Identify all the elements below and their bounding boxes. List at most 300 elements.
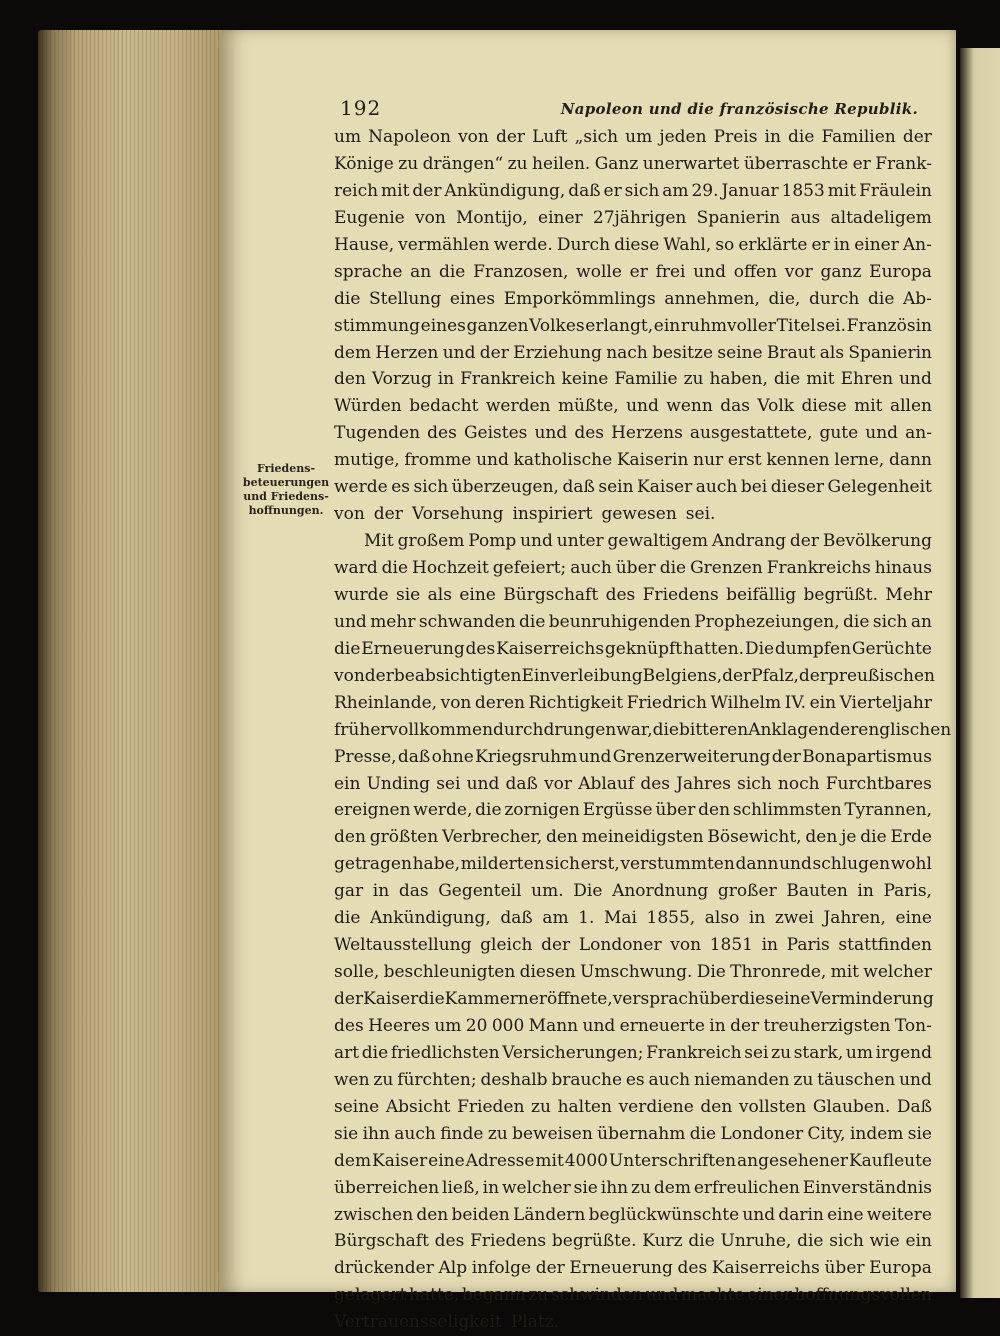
word: auch	[695, 477, 738, 498]
word: Franzosen,	[473, 261, 569, 282]
word: die	[334, 638, 361, 659]
word: Bürgschaft	[334, 1231, 429, 1252]
word: preußischen	[827, 665, 935, 686]
text-line	[334, 232, 932, 259]
facing-page-edge	[960, 48, 1000, 1298]
word: gewesen	[601, 504, 677, 525]
word: Volk	[757, 396, 795, 417]
word: unter	[556, 531, 604, 552]
word: diesen	[519, 962, 576, 983]
word: und	[645, 1285, 679, 1306]
word: den	[334, 827, 366, 848]
text-line	[334, 1121, 932, 1148]
text-line	[334, 1148, 932, 1175]
word: seine	[717, 342, 763, 363]
word: Andrang	[711, 531, 787, 552]
word: fromme	[404, 450, 472, 471]
word: den	[545, 827, 578, 848]
word: der	[373, 504, 403, 525]
word: Familien	[821, 127, 896, 147]
word: je	[841, 827, 857, 848]
word: versprach	[612, 989, 699, 1009]
word: einer	[747, 1285, 792, 1306]
text-line	[334, 205, 932, 232]
word: Vorzug	[371, 369, 432, 390]
word: werden	[485, 396, 551, 417]
word: beweisen	[512, 1123, 593, 1144]
word: müßte,	[557, 396, 619, 417]
word: vollkommen	[388, 719, 494, 740]
word: an-	[905, 423, 932, 444]
word: drückender	[334, 1258, 434, 1279]
word: diese	[614, 234, 660, 255]
word: auch	[648, 1069, 691, 1090]
word: 1853	[781, 180, 825, 201]
text-line	[334, 528, 932, 555]
word: gleich	[480, 935, 533, 956]
word: und	[578, 746, 612, 767]
word: Erziehung	[513, 342, 602, 363]
text-line	[334, 501, 932, 528]
word: gewaltigem	[607, 531, 708, 552]
word: Thronrede,	[730, 962, 827, 983]
word: Pomp	[468, 531, 517, 552]
word: eines	[449, 288, 496, 309]
word: sich	[872, 611, 908, 632]
word: die	[860, 827, 887, 848]
word: Unterschriften	[608, 1150, 737, 1171]
word: sein	[598, 477, 634, 498]
word: übernahm	[597, 1123, 686, 1144]
word: in	[764, 127, 781, 147]
word: Furchtbares	[825, 773, 932, 794]
word: dumpfen	[774, 638, 852, 659]
word: es	[391, 477, 410, 498]
word: an	[910, 611, 932, 632]
word: Gerüchte	[851, 638, 932, 659]
word: die	[773, 369, 801, 390]
text-line	[334, 851, 932, 878]
text-line	[334, 932, 932, 959]
word: eröffnete,	[528, 989, 613, 1009]
word: Ländern	[512, 1204, 586, 1225]
word: um	[625, 127, 653, 147]
word: Unruhe,	[720, 1231, 792, 1252]
text-line	[334, 340, 932, 367]
word: 000	[491, 1015, 525, 1036]
word: und	[742, 1204, 776, 1225]
word: den	[805, 827, 838, 848]
word: Frankreichs	[766, 558, 871, 578]
text-line	[334, 1309, 932, 1336]
word: hatten.	[682, 638, 745, 659]
word: der	[412, 180, 442, 201]
word: 1855,	[646, 908, 696, 929]
word: niemanden	[693, 1069, 790, 1090]
word: beglückwünschte	[588, 1204, 740, 1225]
word: Glauben.	[812, 1096, 891, 1117]
word: Wilhelm	[710, 692, 782, 713]
text-line	[334, 744, 932, 771]
word: die	[652, 719, 679, 740]
word: Bösewicht,	[707, 827, 802, 848]
word: und	[693, 261, 726, 282]
word: ihn	[600, 1177, 629, 1198]
word: Kaiserin	[616, 450, 689, 471]
word: mit	[854, 396, 883, 417]
text-line	[334, 986, 932, 1013]
word: Londoner	[720, 1123, 804, 1144]
word: friedlichsten	[390, 1042, 500, 1063]
word: sich	[413, 477, 449, 498]
word: überraschte	[743, 153, 849, 174]
text-line	[334, 474, 932, 501]
word: daß	[397, 746, 431, 767]
text-line	[334, 797, 932, 824]
marginal-note-line: hoffnungen.	[248, 504, 324, 517]
word: Gegenteil	[438, 881, 522, 902]
word: als	[819, 342, 845, 363]
word: Umschwung.	[580, 962, 693, 983]
text-line	[334, 1282, 932, 1309]
marginal-note-line: Friedens-	[256, 462, 316, 475]
word: hatte,	[409, 1285, 460, 1306]
word: er	[603, 180, 622, 201]
word: sich	[624, 180, 660, 201]
word: wurde	[334, 584, 389, 605]
word: noch	[777, 773, 820, 794]
word: ganzen	[466, 315, 529, 336]
word: Kaiser	[637, 477, 693, 498]
word: Ehren	[840, 369, 894, 390]
word: Tugenden	[334, 423, 421, 444]
word: infolge	[471, 1258, 532, 1279]
word: Kammern	[444, 989, 529, 1009]
word: Herzen	[375, 342, 439, 363]
word: schwanden	[418, 611, 516, 632]
word: verstummten	[620, 854, 735, 875]
word: nach	[606, 342, 648, 363]
word: in	[482, 1177, 500, 1198]
word: wolle	[576, 261, 622, 282]
word: des	[640, 773, 670, 794]
word: dann	[889, 450, 932, 471]
word: und	[520, 531, 553, 552]
word: fürchten;	[397, 1069, 477, 1090]
word: IV.	[784, 692, 807, 713]
word: vor	[544, 773, 573, 794]
word: Presse,	[334, 746, 397, 767]
word: des	[574, 423, 604, 444]
word: Kaiserreichs	[496, 638, 605, 659]
word: heilen.	[532, 153, 591, 174]
word: und	[582, 1015, 616, 1036]
word: Titel	[776, 315, 816, 336]
word: zu	[507, 153, 528, 174]
text-line	[334, 663, 935, 690]
word: eine	[895, 908, 932, 929]
word: Eugenie	[334, 207, 405, 228]
word: Gelegenheit	[827, 477, 932, 498]
word: auch	[570, 558, 612, 578]
word: welcher	[501, 1177, 571, 1198]
word: von	[334, 504, 365, 525]
word: City,	[807, 1123, 846, 1144]
word: in	[437, 369, 455, 390]
word: halten	[557, 1096, 612, 1117]
word: daß	[500, 908, 533, 929]
text-line	[334, 151, 932, 178]
word: daß	[505, 773, 538, 794]
word: weitere	[866, 1204, 932, 1225]
word: Wahl,	[663, 234, 712, 255]
word: daß	[562, 477, 595, 498]
word: begrüßt.	[803, 584, 879, 605]
word: werde.	[493, 234, 553, 255]
word: und	[442, 342, 476, 363]
word: die	[475, 800, 502, 821]
text-line	[334, 959, 932, 986]
word: also	[704, 908, 740, 929]
word: kennen	[766, 450, 830, 471]
word: wohl	[890, 854, 932, 875]
word: An-	[902, 234, 932, 255]
word: in	[857, 881, 874, 902]
word: und	[466, 773, 500, 794]
word: Friedrich	[626, 692, 707, 713]
word: zwei	[774, 908, 814, 929]
word: Ankündigung,	[369, 908, 491, 929]
word: und	[899, 369, 932, 390]
word: Paris	[786, 935, 830, 956]
word: Napoleon	[368, 127, 451, 147]
word: war,	[616, 719, 653, 740]
word: Ergüsse	[582, 800, 653, 821]
word: diese	[801, 396, 847, 417]
word: erklärte	[738, 234, 808, 255]
word: den	[698, 800, 731, 821]
word: um	[334, 127, 362, 147]
word: Daß	[896, 1096, 932, 1117]
word: zu	[771, 1042, 792, 1063]
word: stattfinden	[838, 935, 932, 956]
word: er	[811, 234, 830, 255]
text-line	[334, 447, 932, 474]
word: zu	[631, 1177, 651, 1198]
word: art	[334, 1042, 360, 1063]
word: Friedens	[470, 1231, 547, 1252]
word: machte	[680, 1285, 745, 1306]
word: darin	[778, 1204, 824, 1225]
word: besitze	[652, 342, 714, 363]
word: Ablauf	[578, 773, 635, 794]
word: inspiriert	[512, 504, 593, 525]
word: wie	[869, 1231, 900, 1252]
book-page-edges	[38, 30, 233, 1292]
word: frei	[655, 261, 686, 282]
word: Mehr	[885, 584, 932, 605]
word: schlimmsten	[732, 800, 842, 821]
word: ohne	[431, 746, 474, 767]
word: eine	[827, 1204, 864, 1225]
word: ein	[809, 692, 837, 713]
word: der	[541, 935, 571, 956]
text-line	[334, 1067, 932, 1094]
word: Ab-	[903, 288, 932, 309]
word: welcher	[863, 962, 932, 983]
word: nur	[693, 450, 724, 471]
word: die	[519, 611, 546, 632]
word: schlugen	[812, 854, 891, 875]
word: von	[670, 935, 702, 956]
word: hoffnungsvollen	[794, 1285, 932, 1306]
word: Kaiser	[363, 989, 419, 1009]
word: unerwartet	[642, 153, 740, 174]
word: sie	[907, 1123, 932, 1144]
word: Verbrecher,	[441, 827, 543, 848]
word: irgend	[875, 1042, 932, 1063]
word: Kriegsruhm	[475, 746, 578, 767]
word: die	[688, 1231, 715, 1252]
word: zu	[793, 1069, 814, 1090]
word: Einverleibung	[521, 665, 643, 686]
word: und	[534, 423, 568, 444]
text-line	[334, 582, 932, 609]
word: Grenzerweiterung	[612, 746, 771, 767]
word: Absicht	[385, 1096, 451, 1117]
word: begann	[461, 1285, 526, 1306]
word: Mann	[528, 1015, 579, 1036]
word: Vorsehung	[411, 504, 504, 525]
word: solle,	[334, 962, 380, 983]
word: Heeres	[368, 1015, 430, 1036]
word: Geistes	[463, 423, 528, 444]
word: Durch	[556, 234, 611, 255]
word: erfreulichen	[693, 1177, 800, 1198]
word: des	[605, 584, 636, 605]
word: katholische	[513, 450, 613, 471]
word: die	[788, 127, 815, 147]
word: in	[833, 234, 851, 255]
word: zu	[531, 1096, 551, 1117]
word: Frankreich	[646, 1042, 742, 1063]
word: beschleunigten	[383, 962, 516, 983]
word: der	[495, 127, 526, 147]
word: Spanierin	[696, 207, 781, 228]
word: erneuerte	[619, 1015, 705, 1036]
word: sich	[829, 1231, 864, 1252]
text-line	[334, 1175, 932, 1202]
word: von	[440, 692, 472, 713]
word: 20	[465, 1015, 488, 1036]
word: Adresse	[465, 1150, 535, 1171]
word: treuherzigsten	[763, 1015, 891, 1036]
word: Bürgschaft	[503, 584, 599, 605]
word: gefeiert;	[492, 558, 567, 578]
word: eine	[459, 584, 496, 605]
word: offen	[733, 261, 778, 282]
text-line	[334, 1013, 932, 1040]
word: Fräulein	[859, 180, 932, 201]
body-text	[334, 124, 952, 1336]
word: Luft	[532, 127, 568, 147]
text-line	[334, 717, 952, 744]
word: wenn	[666, 396, 713, 417]
word: deren	[474, 692, 526, 713]
word: die	[418, 989, 445, 1009]
text-line	[334, 178, 932, 205]
word: am	[662, 180, 689, 201]
word: finde	[440, 1123, 484, 1144]
word: Jahren,	[823, 908, 886, 929]
word: aus	[790, 207, 821, 228]
word: Alp	[438, 1258, 468, 1279]
word: Erde	[890, 827, 932, 848]
word: beunruhigenden	[548, 611, 691, 632]
word: Prophezeiungen,	[694, 611, 840, 632]
word: gar	[334, 881, 364, 902]
word: vollsten	[738, 1096, 807, 1117]
word: und	[626, 396, 659, 417]
word: über	[615, 558, 656, 578]
word: mit	[806, 369, 835, 390]
word: um	[845, 1042, 873, 1063]
word: sie	[334, 1123, 359, 1144]
word: 29.	[691, 180, 719, 201]
word: einer	[538, 207, 583, 228]
word: der	[902, 127, 932, 147]
marginal-note-line: und Friedens-	[243, 490, 329, 503]
running-head: Napoleon und die französische Republik.	[560, 100, 918, 118]
word: über	[824, 1258, 865, 1279]
word: als	[427, 584, 452, 605]
word: die	[334, 908, 361, 929]
word: jeden	[659, 127, 707, 147]
text-line	[334, 609, 932, 636]
word: die	[843, 611, 870, 632]
word: und	[334, 611, 367, 632]
word: indem	[849, 1123, 904, 1144]
word: zu	[373, 1069, 394, 1090]
word: ein	[905, 1231, 932, 1252]
word: Londoner	[578, 935, 662, 956]
word: die	[438, 261, 466, 282]
word: wen	[334, 1069, 370, 1090]
word: die	[797, 1231, 824, 1252]
word: Hause,	[334, 234, 395, 255]
word: sei	[436, 773, 461, 794]
word: Einverständnis	[802, 1177, 932, 1198]
word: meineidigsten	[581, 827, 704, 848]
word: werde	[334, 477, 388, 498]
word: gelagert	[334, 1285, 407, 1306]
word: eine	[773, 989, 811, 1009]
word: Kurz	[642, 1231, 683, 1252]
word: Versicherungen;	[502, 1042, 644, 1063]
word: daß	[568, 180, 601, 201]
word: Platz.	[510, 1312, 560, 1333]
word: 1851	[709, 935, 753, 956]
word: getragen	[334, 854, 412, 875]
word: annehmen,	[664, 288, 760, 309]
word: den	[334, 369, 366, 390]
word: den	[416, 1204, 449, 1225]
word: dem	[653, 1177, 691, 1198]
word: Weltausstellung	[334, 935, 472, 956]
word: die	[334, 288, 361, 309]
word: größten	[369, 827, 439, 848]
word: dem	[334, 1150, 372, 1171]
